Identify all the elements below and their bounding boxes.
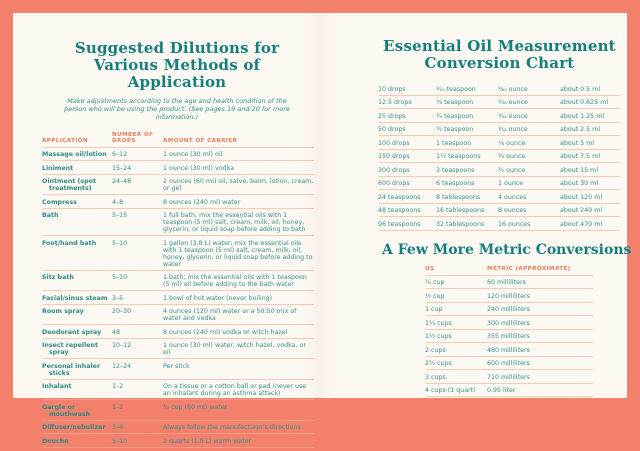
table-row (378, 205, 620, 219)
table-cell: 120 milliliters (487, 292, 530, 300)
conversion-chart-title: Essential Oil Measurement Conversion Chart (383, 37, 616, 72)
table-cell: Bath (42, 212, 59, 219)
table-cell: ⅛ teaspoon (436, 99, 474, 106)
table-cell: Liniment (42, 164, 74, 172)
table-cell: 4 ounces (120 ml) water or a 50:50 mix of water and vodka (163, 308, 297, 322)
table-cell: ¹⁄₁₀ teaspoon (436, 85, 476, 93)
table-cell: 8 ounces (240 ml) vodka or witch hazel (163, 328, 288, 336)
table-row (42, 210, 314, 238)
table-cell: 60 milliliters (487, 279, 526, 286)
table-cell: about 0.5 ml (560, 85, 601, 93)
table-row (42, 306, 314, 327)
table-cell: 15–24 (112, 164, 132, 172)
table-row (425, 304, 593, 318)
table-cell: ¼ ounce (498, 153, 526, 160)
table-cell: 16 ounces (498, 220, 531, 228)
table-cell: Always follow the manufacturer's directions (163, 424, 301, 431)
table-cell: Inhalant (42, 383, 72, 390)
table-cell: 48 (112, 328, 121, 336)
table-cell: 8 ounces (498, 207, 527, 214)
left-page-subtitle: Make adjustments according to the age and health condition of the person who will be using the product. (See pages 19 and 20 for more information.) (64, 97, 290, 121)
table-cell: Compress (42, 198, 77, 206)
table-cell: 50 drops (378, 126, 406, 133)
table-cell: Massage oil/lotion (42, 151, 107, 158)
table-cell: 4 ounces (498, 193, 527, 201)
table-cell: ¼ cup (60 ml) water (163, 403, 228, 411)
table-cell: 0.95 liter (487, 387, 516, 394)
table-row (42, 149, 314, 163)
table-cell: 150 drops (378, 153, 410, 160)
table-cell: Douche (42, 437, 69, 445)
table-cell: Ointment (spot treatments) (42, 178, 96, 192)
table-cell: On a tissue or a cotton ball or pad (never use an inhalant during an asthma attack) (163, 383, 307, 397)
table-cell: 8 ounces (240 ml) water (163, 198, 241, 206)
table-cell: ¹⁄₆₀ ounce (498, 85, 528, 93)
table-cell: about 0.625 ml (560, 99, 609, 106)
table-cell: 6–12 (112, 151, 128, 158)
table-cell: ½ ounce (498, 166, 526, 174)
table-cell: 4–8 (112, 198, 124, 206)
table-row (42, 237, 314, 272)
table-cell: about 120 ml (560, 193, 603, 201)
table-row (42, 292, 314, 306)
table-cell: about 30 ml (560, 180, 599, 187)
table-row (42, 340, 314, 361)
left-page-title: Suggested Dilutions for Various Methods of Application (74, 39, 280, 91)
table-cell: 1 gallon (3.8 L) water; mix the essential oils with 1 teaspoon (5 ml) salt, cream, milk, oil, honey, glycerin, or liquid soap before adding to water (163, 239, 313, 268)
table-cell: Foot/hand bath (42, 239, 97, 247)
table-cell: 1 ounce (30 ml) water, witch hazel, vodka, or oil (163, 342, 306, 356)
table-row (42, 196, 314, 210)
table-row (425, 344, 593, 358)
table-cell: 32 tablespoons (436, 220, 485, 228)
table-cell: 12.5 drops (378, 99, 412, 106)
metric-conversions-title: A Few More Metric Conversions (382, 241, 632, 258)
table-cell: 6 teaspoons (436, 180, 475, 187)
table-cell: 1 full bath; mix the essential oils with 1 teaspoon (5 ml) salt, cream, milk, oil, honey, glycerin, or liquid soap before adding to bath (163, 212, 306, 233)
table-row (378, 218, 620, 232)
table-cell: 600 milliliters (487, 360, 530, 367)
table-cell: 5–10 (112, 239, 128, 247)
page-spread (13, 13, 632, 445)
table-cell: about 240 ml (560, 207, 603, 214)
table-cell: Gargle or mouthwash (42, 403, 91, 418)
table-row (42, 381, 314, 402)
table-row (425, 371, 593, 385)
table-cell: Per stick (163, 362, 190, 370)
table-row (378, 124, 620, 138)
table-cell: 4 cups (1 quart) (425, 387, 476, 394)
metric-conversions-table (425, 264, 593, 399)
table-cell: 1½ teaspoons (436, 153, 481, 160)
table-row (378, 178, 620, 192)
table-cell: 1 cup (425, 306, 443, 313)
table-cell: 710 milliliters (487, 373, 530, 381)
table-cell: 2 ounces (60 ml) oil, salve, balm, lotion, cream, or gel (163, 178, 314, 192)
table-cell: 1–2 (112, 383, 124, 390)
table-row (378, 110, 620, 124)
table-row (378, 137, 620, 151)
table-cell: Room spray (42, 308, 84, 315)
table-row (378, 97, 620, 111)
table-row (42, 162, 314, 176)
table-header-row (425, 264, 593, 277)
table-cell: 25 drops (378, 112, 406, 120)
table-cell: 1 bowl of hot water (never boiling) (163, 294, 273, 302)
table-row (42, 435, 314, 449)
table-row (425, 331, 593, 345)
table-cell: 3–5 (112, 294, 124, 302)
table-header-cell: APPLICATION (42, 138, 88, 144)
table-cell: 3–6 (112, 424, 124, 431)
table-cell: 8 tablespoons (436, 193, 481, 201)
table-cell: ⅙ ounce (498, 139, 526, 147)
table-cell: 20–30 (112, 308, 132, 315)
table-cell: 1 ounce (30 ml) oil (163, 151, 223, 158)
table-cell: 1 teaspoon (436, 139, 472, 147)
table-row (42, 401, 314, 422)
table-cell: 1 bath; mix the essential oils with 1 teaspoon (5 ml) oil before adding to the bath water (163, 274, 307, 288)
table-cell: 300 milliliters (487, 319, 530, 327)
table-cell: 10–12 (112, 342, 132, 349)
table-cell: ½ cup (425, 292, 445, 300)
table-cell: ½ teaspoon (436, 126, 474, 133)
table-cell: 1¼ cups (425, 319, 452, 327)
table-cell: Diffuser/nebulizer (42, 424, 106, 431)
table-header-cell: METRIC (APPROXIMATE) (487, 266, 571, 272)
dilutions-table (42, 129, 314, 449)
table-row (42, 176, 314, 197)
table-cell: 2½ cups (425, 360, 452, 367)
table-cell: 5–10 (112, 274, 128, 281)
table-cell: 3 cups (425, 373, 446, 381)
table-cell: 2 cups (425, 346, 446, 354)
table-cell: 100 drops (378, 139, 410, 147)
table-cell: 2 quarts (1.9 L) warm water (163, 437, 252, 445)
right-page (320, 13, 632, 398)
table-cell: 16 tablespoons (436, 207, 485, 214)
table-cell: 1 ounce (498, 180, 524, 187)
table-header-cell: AMOUNT OF CARRIER (163, 138, 238, 144)
table-cell: ¹⁄₁₂ ounce (498, 126, 528, 133)
table-cell: Personal inhaler sticks (42, 362, 101, 377)
table-cell: ¹⁄₄₈ ounce (498, 99, 528, 106)
table-cell: about 15 ml (560, 166, 599, 174)
table-cell: Deodorant spray (42, 328, 102, 336)
table-cell: 5–15 (112, 212, 128, 219)
table-cell: Facial/sinus steam (42, 294, 108, 302)
table-header-row (42, 129, 314, 149)
table-cell: 480 milliliters (487, 346, 530, 354)
table-cell: 3 teaspoons (436, 166, 475, 174)
table-cell: ¼ teaspoon (436, 112, 474, 120)
table-cell: about 470 ml (560, 220, 603, 228)
table-cell: 12–24 (112, 362, 132, 370)
table-cell: ¹⁄₂₄ ounce (498, 112, 528, 120)
table-cell: about 5 ml (560, 139, 595, 147)
table-row (378, 83, 620, 97)
table-cell: 48 teaspoons (378, 207, 421, 214)
table-row (378, 151, 620, 165)
conversion-table (378, 83, 620, 232)
table-row (378, 191, 620, 205)
table-header-cell: US (425, 266, 435, 272)
table-cell: 300 drops (378, 166, 410, 174)
table-cell: 240 milliliters (487, 306, 530, 313)
table-cell: about 1.25 ml (560, 112, 605, 120)
table-row (378, 164, 620, 178)
table-cell: 600 drops (378, 180, 410, 187)
table-row (42, 272, 314, 293)
table-cell: 24–48 (112, 178, 132, 185)
table-cell: Sitz bath (42, 274, 74, 281)
table-row (42, 326, 314, 340)
table-cell: 1–2 (112, 403, 124, 411)
table-cell: about 7.5 ml (560, 153, 601, 160)
table-cell: 10 drops (378, 85, 406, 93)
table-row (425, 277, 593, 291)
table-cell: 24 teaspoons (378, 193, 421, 201)
table-cell: 1½ cups (425, 333, 452, 340)
table-row (425, 385, 593, 399)
table-cell: 5–10 (112, 437, 128, 445)
table-row (42, 422, 314, 436)
table-header-cell: NUMBER OF DROPS (112, 131, 154, 144)
table-cell: 355 milliliters (487, 333, 530, 340)
table-cell: ¼ cup (425, 279, 445, 286)
table-row (425, 290, 593, 304)
table-row (42, 360, 314, 381)
table-row (425, 358, 593, 372)
table-cell: 96 teaspoons (378, 220, 421, 228)
left-page (13, 13, 320, 445)
table-cell: 1 ounce (30 ml) vodka (163, 164, 234, 172)
table-cell: Insect repellent spray (42, 342, 99, 356)
table-row (425, 317, 593, 331)
table-cell: about 2.5 ml (560, 126, 601, 133)
